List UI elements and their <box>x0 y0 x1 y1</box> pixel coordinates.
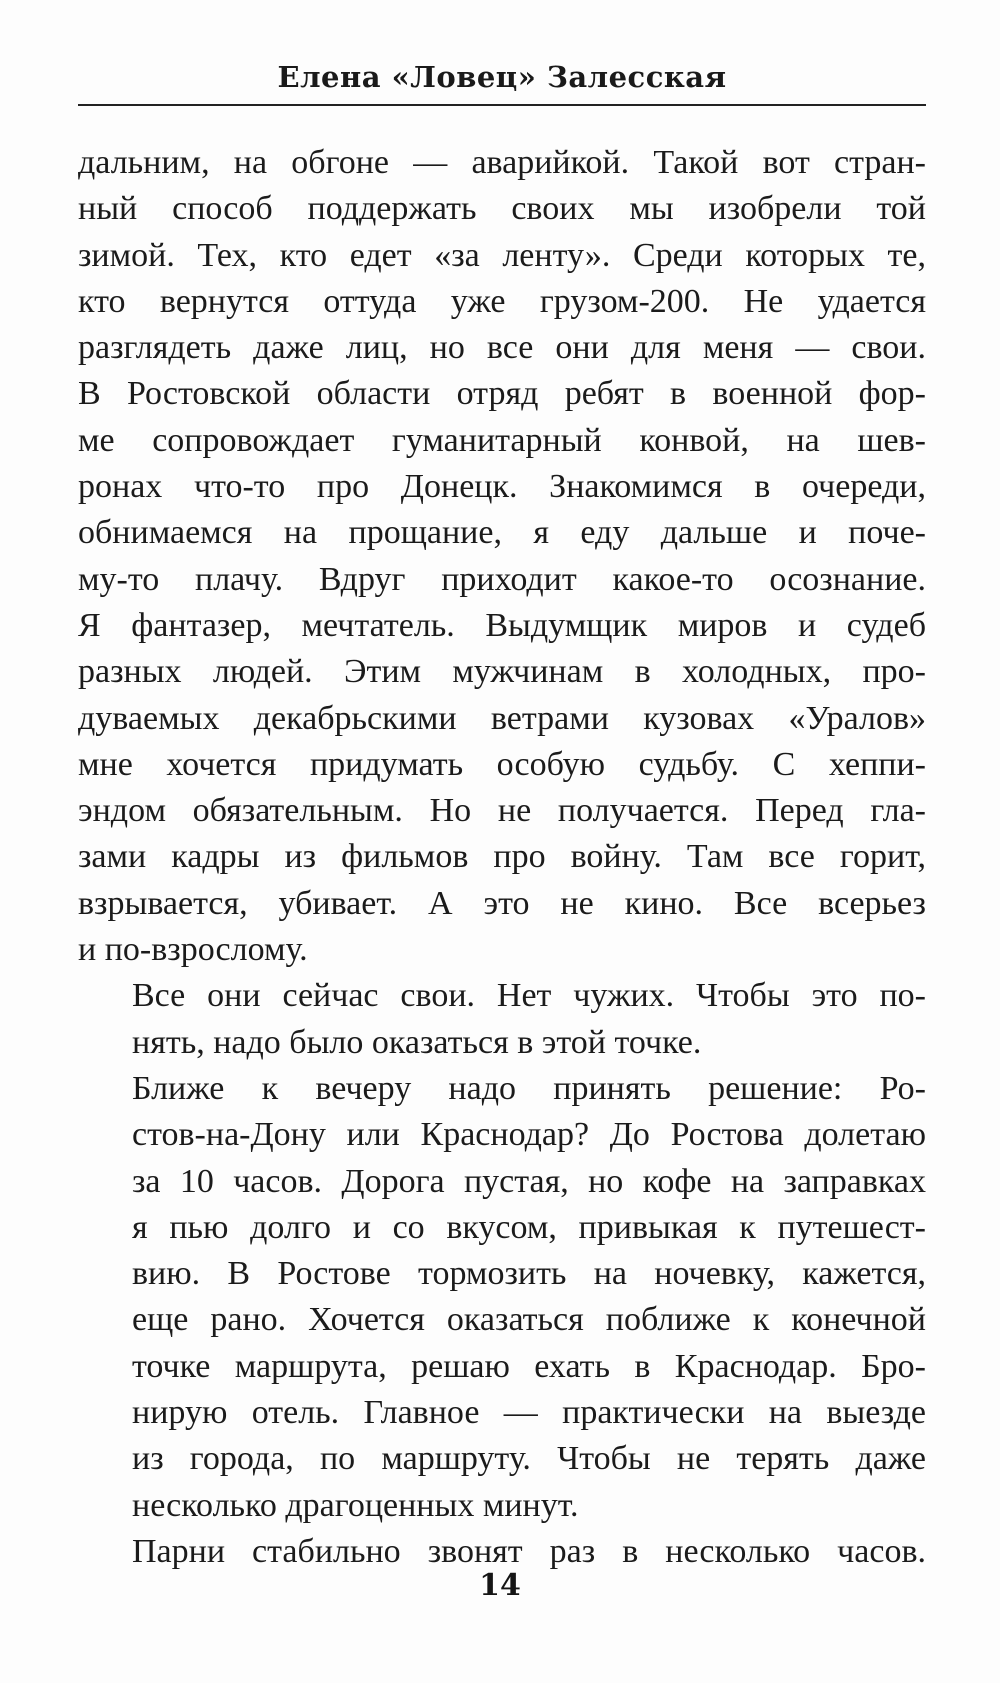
text-line: и по-взрослому. <box>78 931 308 969</box>
text-line: из города, по маршруту. Чтобы не терять даже <box>132 1440 926 1478</box>
text-line: обнимаемся на прощание, я еду дальше и поче- <box>78 514 926 552</box>
text-line: ронах что-то про Донецк. Знакомимся в очереди, <box>78 468 926 506</box>
body-text <box>78 140 926 1575</box>
text-line: дальним, на обгоне — аварийкой. Такой вот стран- <box>78 144 926 181</box>
paragraph-3 <box>78 1066 926 1529</box>
text-line: нирую отель. Главное — практически на выезде <box>132 1394 926 1432</box>
text-line: дуваемых декабрьскими ветрами кузовах «Уралов» <box>78 699 926 737</box>
text-line: разных людей. Этим мужчинам в холодных, про- <box>78 653 926 691</box>
text-line: Ближе к вечеру надо принять решение: Ро- <box>132 1069 926 1107</box>
text-line: еще рано. Хочется оказаться поближе к конечной <box>132 1301 926 1339</box>
text-line: нять, надо было оказаться в этой точке. <box>132 1023 702 1061</box>
text-line: ме сопровождает гуманитарный конвой, на шев- <box>78 421 926 459</box>
text-line: Все они сейчас свои. Нет чужих. Чтобы это по- <box>132 977 926 1015</box>
text-line: точке маршрута, решаю ехать в Краснодар. Бро- <box>132 1347 926 1385</box>
text-line: взрывается, убивает. А это не кино. Все всерьез <box>78 884 926 922</box>
text-line: ный способ поддержать своих мы изобрели той <box>78 190 926 228</box>
text-line: Парни стабильно звонят раз в несколько часов. <box>132 1532 926 1570</box>
text-line: В Ростовской области отряд ребят в военной фор- <box>78 375 926 413</box>
text-line: вию. В Ростове тормозить на ночевку, кажется, <box>132 1255 926 1293</box>
text-line: Я фантазер, мечтатель. Выдумщик миров и судеб <box>78 606 926 644</box>
paragraph-1 <box>78 140 926 973</box>
text-line: зами кадры из фильмов про войну. Там все горит, <box>78 838 926 876</box>
text-line: стов-на-Дону или Краснодар? До Ростова долетаю <box>132 1116 926 1154</box>
text-line: эндом обязательным. Но не получается. Перед гла- <box>78 792 926 830</box>
text-line: кто вернутся оттуда уже грузом-200. Не удается <box>78 282 926 320</box>
paragraph-2 <box>78 973 926 1066</box>
text-line: мне хочется придумать особую судьбу. С хеппи- <box>78 745 926 783</box>
header-rule <box>78 104 926 106</box>
text-line: за 10 часов. Дорога пустая, но кофе на заправках <box>132 1162 926 1200</box>
text-line: му-то плачу. Вдруг приходит какое-то осознание. <box>78 560 926 598</box>
text-line: я пью долго и со вкусом, привыкая к путешест- <box>132 1208 926 1246</box>
text-line: зимой. Тех, кто едет «за ленту». Среди которых те, <box>78 236 926 274</box>
text-line: разглядеть даже лиц, но все они для меня — свои. <box>78 329 926 367</box>
text-line: несколько драгоценных минут. <box>132 1486 579 1524</box>
running-title: Елена «Ловец» Залесская <box>277 60 727 94</box>
page-number: 14 <box>479 1568 521 1603</box>
